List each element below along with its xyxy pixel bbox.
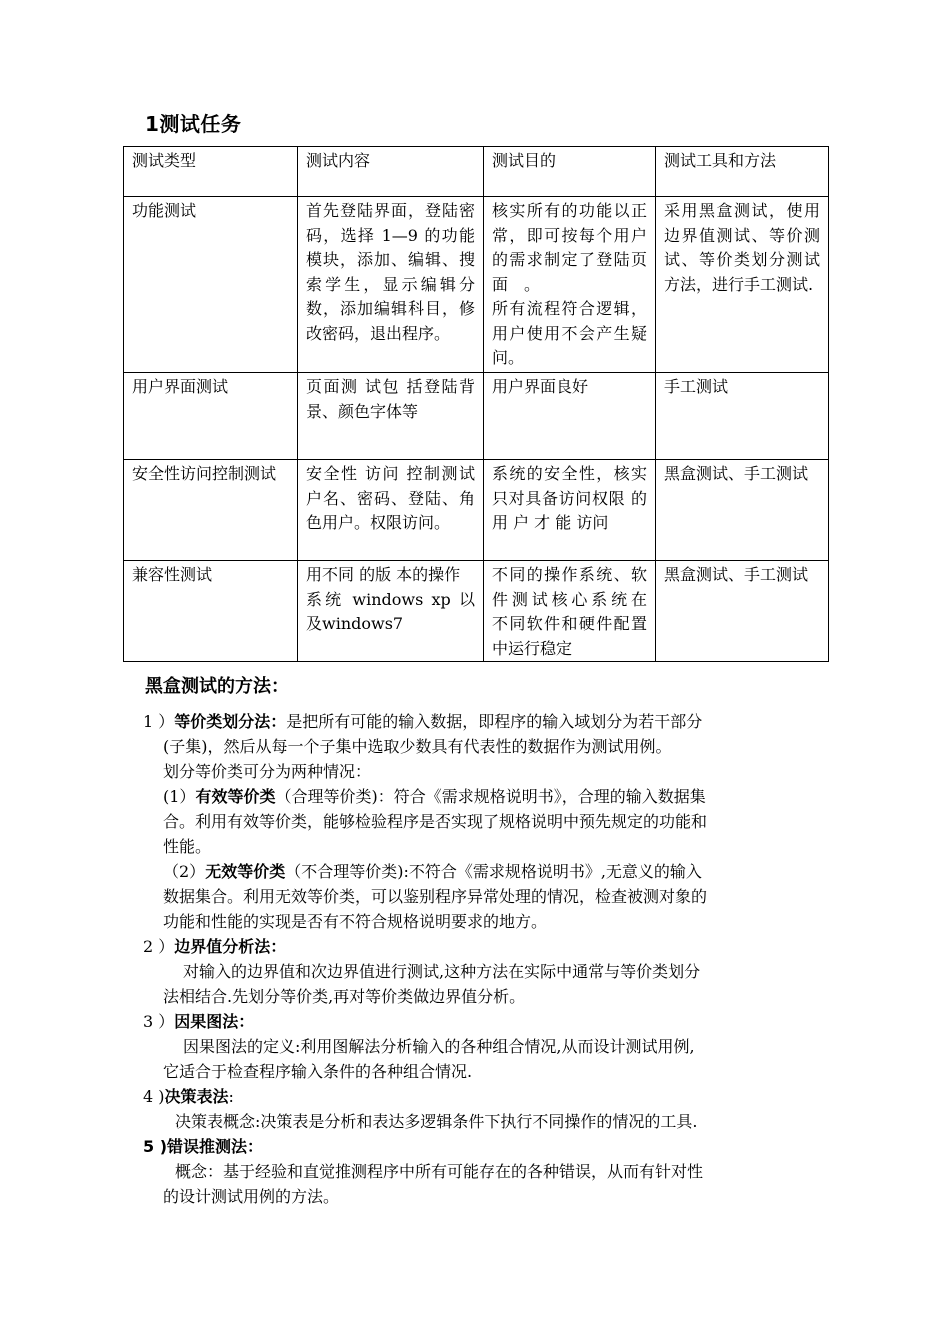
method-5-number: 5 ) [143,1137,168,1156]
method-2-text: 法相结合.先划分等价类,再对等价类做边界值分析。 [163,987,526,1006]
method-3-name: 因果图法： [174,1012,255,1031]
valid-class-name: 有效等价类 [195,787,276,806]
method-1-name: 等价类划分法： [174,712,287,731]
table-header-cell: 测试类型 [124,147,298,197]
section-title: 黑盒测试的方法： [145,676,289,697]
table-cell: 功能测试 [124,197,298,373]
method-4-text: 决策表概念:决策表是分析和表达多逻辑条件下执行不同操作的情况的工具. [175,1112,698,1131]
table-cell: 采用黑盒测试，使用边界值测试、等价测试、等价类划分测试方法，进行手工测试. [656,197,829,373]
invalid-class-text: 数据集合。利用无效等价类，可以鉴别程序异常处理的情况，检查被测对象的 [163,887,708,906]
method-4-name: 决策表法 [164,1087,229,1106]
table-cell: 黑盒测试、手工测试 [656,460,829,561]
table-cell: 核实所有的功能以正常，即可按每个用户的需求制定了登陆页面 。 所有流程符合逻辑，用户使用不会产生疑问。 [484,197,656,373]
table-cell: 用户界面测试 [124,373,298,460]
valid-class-text: （合理等价类)：符合《需求规格说明书》，合理的输入数据集 [275,787,706,806]
invalid-class-number: （2） [163,862,206,881]
page-title: 1测试任务 [145,112,242,136]
method-2-text: 对输入的边界值和次边界值进行测试,这种方法在实际中通常与等价类划分 [183,962,701,981]
table-cell: 页面测 试包 括登陆背景、颜色字体等 [298,373,484,460]
table-cell: 手工测试 [656,373,829,460]
method-5-name: 错误推测法： [167,1137,264,1156]
method-4-number: 4 ) [143,1087,165,1106]
valid-class-text: 合。利用有效等价类，能够检验程序是否实现了规格说明中预先规定的功能和 [163,812,708,831]
invalid-class-text: 功能和性能的实现是否有不符合规格说明要求的地方。 [163,912,548,931]
table-cell: 安全性 访问 控制测试 户名、密码、登陆、角色用户。权限访问。 [298,460,484,561]
method-5-text: 的设计测试用例的方法。 [163,1187,340,1206]
method-3-text: 它适合于检查程序输入条件的各种组合情况. [163,1062,473,1081]
method-2-heading [143,936,286,958]
method-5-text: 概念：基于经验和直觉推测程序中所有可能存在的各种错误，从而有针对性 [175,1162,704,1181]
invalid-class-text: （不合理等价类):不符合《需求规格说明书》,无意义的输入 [285,862,702,881]
invalid-class-heading [163,861,702,883]
table-row [124,373,829,460]
invalid-class-name: 无效等价类 [205,862,286,881]
table-cell: 首先登陆界面，登陆密码，选择 1—9 的功能模块，添加、编辑、搜索学生，显示编辑分数，添加编辑科目，修改密码，退出程序。 [298,197,484,373]
table-header-row [124,147,829,197]
method-1-text: 划分等价类可分为两种情况： [163,762,372,781]
table-row [124,197,829,373]
table-cell: 不同的操作系统、软件测试核心系统在 不同软件和硬件配置中运行稳定 [484,561,656,662]
method-2-number: 2 ） [143,937,175,956]
method-2-name: 边界值分析法： [174,937,287,956]
method-3-text: 因果图法的定义:利用图解法分析输入的各种组合情况,从而设计测试用例, [183,1037,695,1056]
method-1-text: 是把所有可能的输入数据，即程序的输入域划分为若干部分 [286,712,703,731]
table-header-cell: 测试工具和方法 [656,147,829,197]
method-3-heading [143,1011,254,1033]
table-header-cell: 测试目的 [484,147,656,197]
method-1-text: (子集)，然后从每一个子集中选取少数具有代表性的数据作为测试用例。 [163,737,672,756]
table-row [124,561,829,662]
method-4-colon: : [228,1087,234,1106]
method-1-heading [143,711,702,733]
table-row [124,460,829,561]
valid-class-heading [163,786,706,808]
table-cell: 用户界面良好 [484,373,656,460]
table-cell: 安全性访问控制测试 [124,460,298,561]
valid-class-text: 性能。 [163,837,212,856]
method-1-number: 1 ） [143,712,175,731]
valid-class-number: (1） [163,787,196,806]
test-task-table [123,146,829,662]
table-cell: 系统的安全性，核实只对具备访问权限 的 用 户 才 能 访问 [484,460,656,561]
table-cell: 黑盒测试、手工测试 [656,561,829,662]
method-4-heading [143,1086,234,1108]
table-cell: 兼容性测试 [124,561,298,662]
method-5-heading [143,1136,263,1158]
table-cell: 用不同 的版 本的操作 系统 windows xp 以及windows7 [298,561,484,662]
table-header-cell: 测试内容 [298,147,484,197]
method-3-number: 3 ） [143,1012,175,1031]
